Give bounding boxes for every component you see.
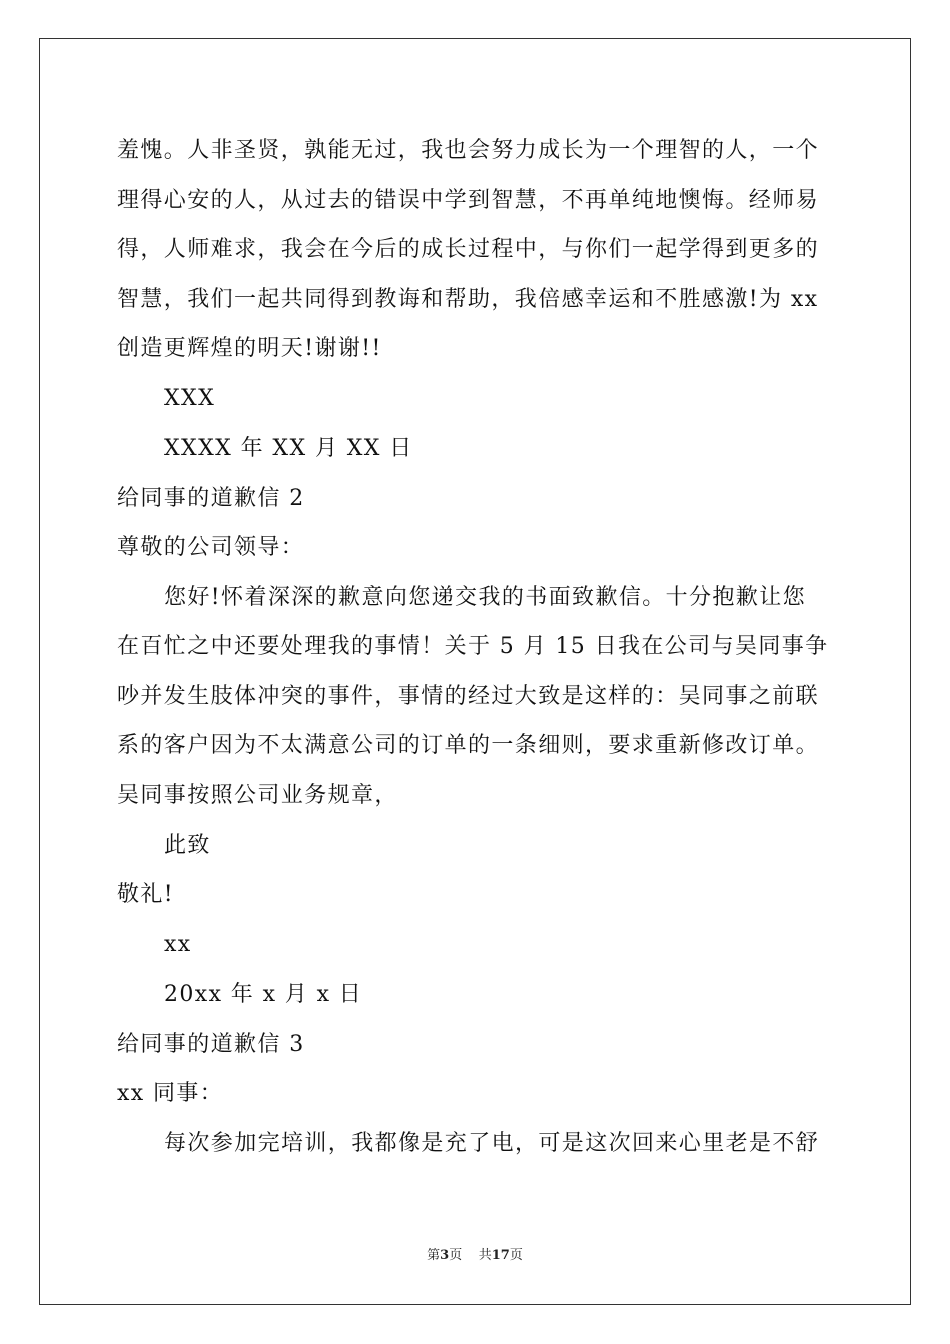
footer-prefix: 第	[427, 1248, 441, 1263]
paragraph-line: 每次参加完培训，我都像是充了电，可是这次回来心里老是不舒	[164, 1131, 820, 1156]
paragraph-line: 得，人师难求，我会在今后的成长过程中，与你们一起学得到更多的	[117, 237, 820, 262]
footer-suffix: 页	[509, 1248, 523, 1263]
signature-date: XXXX 年 XX 月 XX 日	[164, 436, 413, 461]
page-footer	[0, 1247, 950, 1265]
salutation: 尊敬的公司领导：	[117, 535, 305, 560]
section-heading: 给同事的道歉信 2	[117, 486, 305, 511]
paragraph-line: 您好!怀着深深的歉意向您递交我的书面致歉信。十分抱歉让您	[164, 585, 807, 610]
paragraph-line: 创造更辉煌的明天!谢谢!!	[117, 336, 382, 361]
paragraph-line: 智慧，我们一起共同得到教诲和帮助，我倍感幸运和不胜感激!为 xx	[117, 287, 819, 312]
paragraph-line: 吴同事按照公司业务规章，	[117, 783, 398, 808]
signature-name: xx	[164, 932, 192, 957]
footer-mid: 页 共	[449, 1248, 492, 1263]
signature-date: 20xx 年 x 月 x 日	[164, 982, 363, 1007]
signature-name: XXX	[164, 386, 216, 411]
closing-regards: 敬礼!	[117, 882, 175, 907]
salutation: xx 同事：	[117, 1081, 224, 1106]
footer-page-number: 3	[440, 1248, 450, 1263]
paragraph-line: 在百忙之中还要处理我的事情！关于 5 月 15 日我在公司与吴同事争	[117, 634, 829, 659]
paragraph-line: 羞愧。人非圣贤，孰能无过，我也会努力成长为一个理智的人，一个	[117, 138, 820, 163]
paragraph-line: 理得心安的人，从过去的错误中学到智慧，不再单纯地懊悔。经师易	[117, 188, 820, 213]
page-border	[39, 38, 911, 1305]
footer-total-pages: 17	[491, 1248, 510, 1263]
paragraph-line: 吵并发生肢体冲突的事件，事情的经过大致是这样的：吴同事之前联	[117, 684, 820, 709]
closing: 此致	[164, 833, 211, 858]
section-heading: 给同事的道歉信 3	[117, 1032, 305, 1057]
paragraph-line: 系的客户因为不太满意公司的订单的一条细则，要求重新修改订单。	[117, 733, 820, 758]
